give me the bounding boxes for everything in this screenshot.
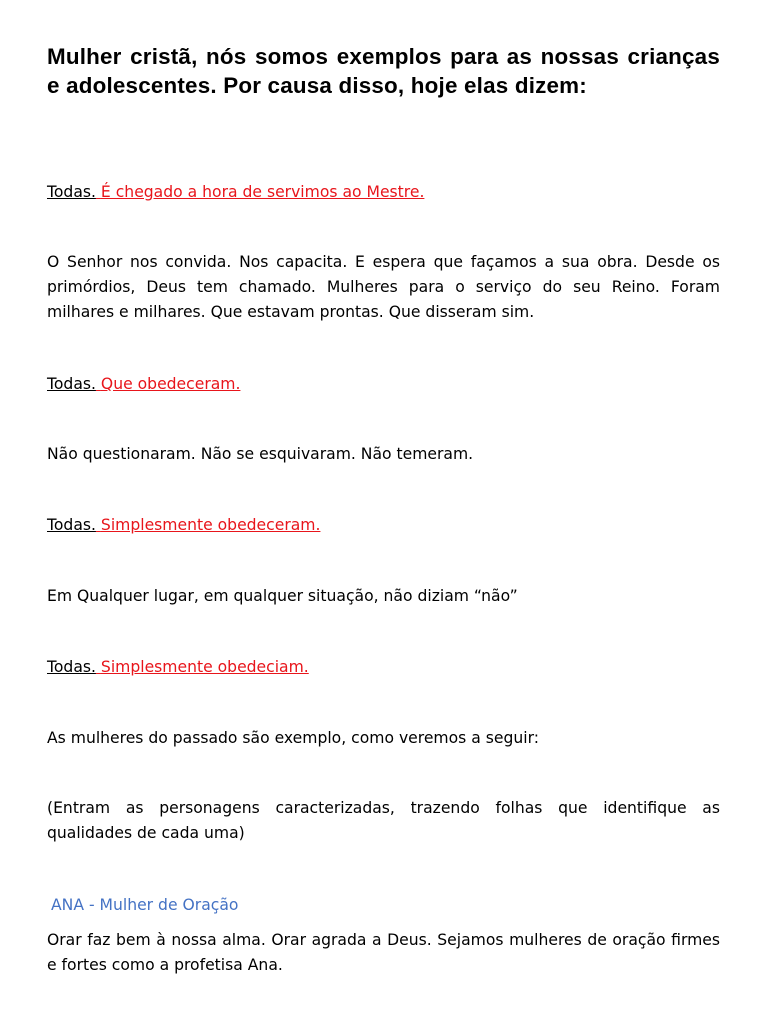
response-text xyxy=(96,375,240,393)
response-text xyxy=(96,183,424,201)
response-text-content: Simplesmente obedeceram. xyxy=(100,516,321,534)
response-line-3 xyxy=(47,513,320,538)
document-page xyxy=(47,42,720,974)
response-label: Todas. xyxy=(47,658,96,676)
paragraph-1: O Senhor nos convida. Nos capacita. E espera que façamos a sua obra. Desde os primórdios, Deus tem chamado. Mulheres para o serviço do seu Reino. Foram milhares e milhares. Que estavam prontas. Que disseram sim. xyxy=(47,253,720,321)
document-title: Mulher cristã, nós somos exemplos para as nossas crianças e adolescentes. Por causa disso, hoje elas dizem: xyxy=(47,44,720,98)
paragraph-4: As mulheres do passado são exemplo, como veremos a seguir: xyxy=(47,729,539,747)
paragraph-2: Não questionaram. Não se esquivaram. Não temeram. xyxy=(47,445,474,463)
paragraph-6: Orar faz bem à nossa alma. Orar agrada a Deus. Sejamos mulheres de oração firmes e fortes como a profetisa Ana. xyxy=(47,931,720,974)
response-line-4 xyxy=(47,655,309,680)
paragraph-5: (Entram as personagens caracterizadas, trazendo folhas que identifique as qualidades de cada uma) xyxy=(47,799,720,842)
response-label: Todas. xyxy=(47,375,96,393)
paragraph-3: Em Qualquer lugar, em qualquer situação, não diziam “não” xyxy=(47,587,518,605)
response-line-1 xyxy=(47,180,424,205)
response-text xyxy=(96,658,309,676)
section-heading-ana: ANA - Mulher de Oração xyxy=(51,896,239,914)
response-text xyxy=(96,516,320,534)
response-label: Todas. xyxy=(47,183,96,201)
response-text-content: Simplesmente obedeciam. xyxy=(100,658,309,676)
response-text-content: Que obedeceram. xyxy=(100,375,241,393)
response-text-content: É chegado a hora de servimos ao Mestre. xyxy=(100,183,425,201)
response-line-2 xyxy=(47,372,240,397)
response-label: Todas. xyxy=(47,516,96,534)
